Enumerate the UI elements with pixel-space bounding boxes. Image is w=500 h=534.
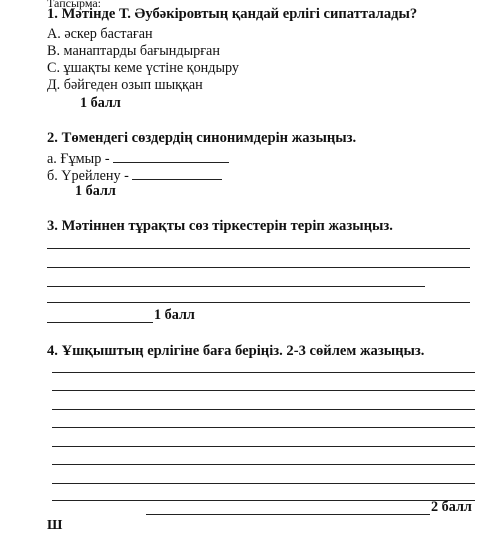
question-1-option-b: В. манаптарды бағындырған [47, 43, 220, 59]
question-4-title: 4. Ұшқыштың ерлігіне баға беріңіз. 2-3 сөйлем жазыңыз. [47, 343, 425, 359]
answer-blank-b[interactable] [132, 166, 222, 180]
question-4-score: 2 балл [431, 499, 472, 515]
question-2-item-b-label: б. Үрейлену - [47, 168, 133, 184]
answer-line[interactable] [52, 427, 475, 428]
answer-line[interactable] [52, 464, 475, 465]
answer-line[interactable] [47, 286, 425, 287]
answer-blank-a[interactable] [113, 149, 229, 163]
answer-line[interactable] [146, 514, 430, 515]
answer-line[interactable] [52, 500, 475, 501]
question-1-option-d: Д. бәйгеден озып шыққан [47, 77, 203, 93]
question-2-score: 1 балл [75, 183, 116, 199]
answer-line[interactable] [52, 390, 475, 391]
answer-line[interactable] [52, 409, 475, 410]
question-2-item-a-label: а. Ғұмыр - [47, 151, 114, 167]
question-1-option-c: С. ұшақты кеме үстіне қондыру [47, 60, 240, 76]
question-2-title: 2. Төмендегі сөздердің синонимдерін жазыңыз. [47, 130, 357, 146]
question-1-option-a: А. әскер бастаған [47, 26, 153, 42]
answer-line[interactable] [47, 322, 153, 323]
answer-line[interactable] [47, 267, 470, 268]
answer-line[interactable] [52, 483, 475, 484]
question-3-score: 1 балл [154, 307, 195, 323]
answer-line[interactable] [47, 302, 470, 303]
answer-line[interactable] [47, 248, 470, 249]
question-2-item-b [47, 166, 222, 185]
question-1-title: 1. Мәтінде Т. Әубәкіровтың қандай ерлігі сипатталады? [47, 6, 418, 22]
answer-line[interactable] [52, 446, 475, 447]
question-1-score: 1 балл [80, 95, 121, 111]
cropped-bottom-text: Ш [47, 518, 63, 533]
question-3-title: 3. Мәтіннен тұрақты сөз тіркестерін теріп жазыңыз. [47, 218, 393, 234]
answer-line[interactable] [52, 372, 475, 373]
cropped-top-text: Тапсырма: [47, 0, 101, 10]
